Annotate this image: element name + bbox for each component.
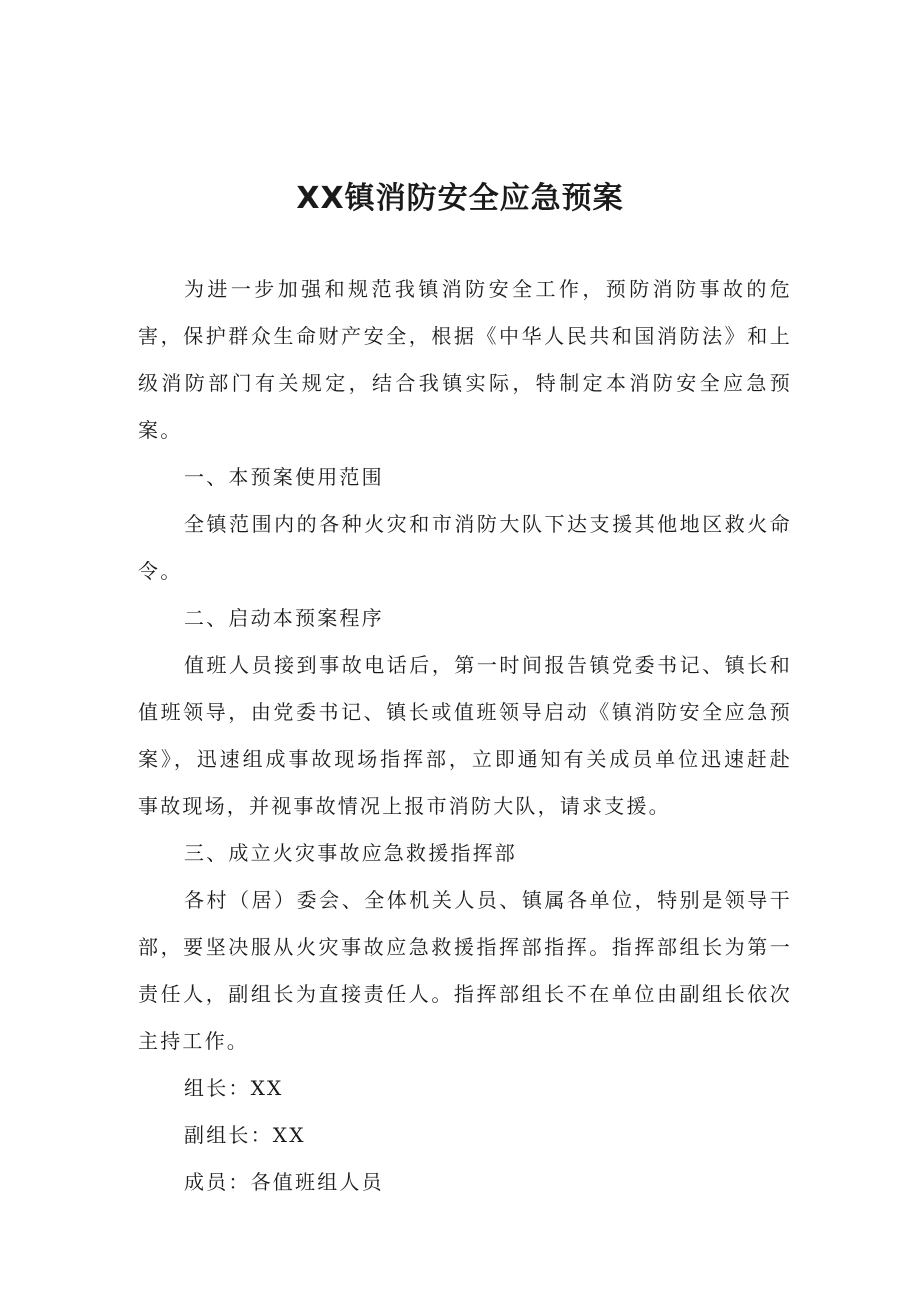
- section-heading-scope: 一、本预案使用范围: [184, 465, 384, 489]
- deputy-leader-line: 副组长：XX: [184, 1123, 306, 1147]
- procedure-paragraph: 值班人员接到事故电话后，第一时间报告镇党委书记、镇长和值班领导，由党委书记、镇长或值班领导启动《镇消防安全应急预案》，迅速组成事故现场指挥部，立即通知有关成员单位迅速赶赴事故现场，并视事故情况上报市消防大队，请求支援。: [138, 653, 792, 818]
- document-body: [138, 266, 792, 1206]
- intro-paragraph: 为进一步加强和规范我镇消防安全工作，预防消防事故的危害，保护群众生命财产安全，根据《中华人民共和国消防法》和上级消防部门有关规定，结合我镇实际，特制定本消防安全应急预案。: [138, 277, 792, 442]
- leader-line: 组长：XX: [184, 1076, 284, 1100]
- command-paragraph: 各村（居）委会、全体机关人员、镇属各单位，特别是领导干部，要坚决服从火灾事故应急救援指挥部指挥。指挥部组长为第一责任人，副组长为直接责任人。指挥部组长不在单位由副组长依次主持工作。: [138, 888, 792, 1053]
- members-line: 成员：各值班组人员: [184, 1170, 384, 1194]
- document-title: XX镇消防安全应急预案: [296, 181, 624, 216]
- scope-paragraph: 全镇范围内的各种火灾和市消防大队下达支援其他地区救火命令。: [138, 512, 792, 583]
- section-heading-procedure: 二、启动本预案程序: [184, 606, 384, 630]
- section-heading-command: 三、成立火灾事故应急救援指挥部: [184, 841, 517, 865]
